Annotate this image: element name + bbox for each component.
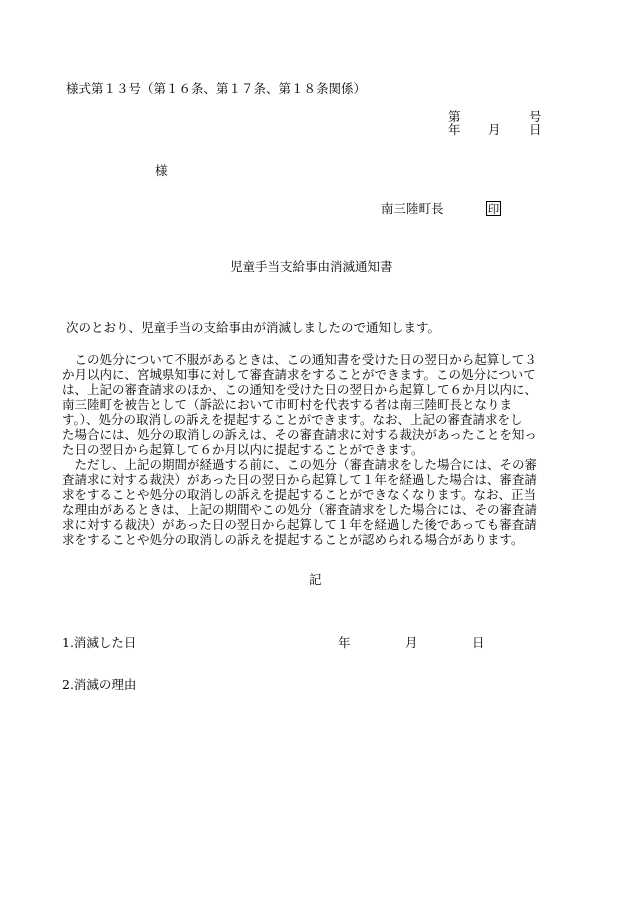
notice-line: す。）、処分の取消しの訴えを提起することができます。なお、上記の審査請求をし xyxy=(62,412,523,427)
issue-date-day: 日 xyxy=(529,122,542,137)
notice-line: た日の翌日から起算して６か月以内に提起することができます。 xyxy=(62,442,424,457)
issue-date-month: 月 xyxy=(488,122,501,137)
notice-line: 求に対する裁決）があった日の翌日から起算して１年を経過した後であっても審査請 xyxy=(62,517,537,532)
notice-line: 査請求に対する裁決）があった日の翌日から起算して１年を経過した場合は、審査請 xyxy=(62,472,537,487)
notice-line: 南三陸町を被告として（訴訟において市町村を代表する者は南三陸町長となりま xyxy=(62,397,513,412)
notice-line: は、上記の審査請求のほか、この通知を受けた日の翌日から起算して６か月以内に、 xyxy=(62,382,538,397)
item1-year: 年 xyxy=(338,635,351,650)
number-go: 号 xyxy=(529,109,542,124)
issuer-title: 南三陸町長 xyxy=(381,201,444,216)
addressee-suffix: 様 xyxy=(155,163,168,178)
seal-mark: 印 xyxy=(487,202,500,216)
document-title: 児童手当支給事由消滅通知書 xyxy=(230,259,393,274)
notice-line: か月以内に、宮城県知事に対して審査請求をすることができます。この処分について xyxy=(62,367,536,382)
notice-line: ただし、上記の期間が経過する前に、この処分（審査請求をした場合には、その審 xyxy=(62,457,538,472)
notice-line: 求をすることや処分の取消しの訴えを提起することができなくなります。なお、正当 xyxy=(62,487,537,502)
form-number: 様式第１３号（第１６条、第１７条、第１８条関係） xyxy=(66,81,367,96)
item1-label: 1.消滅した日 xyxy=(62,635,137,650)
notice-line: た場合には、処分の取消しの訴えは、その審査請求に対する裁決があったことを知っ xyxy=(62,427,537,442)
item1-month: 月 xyxy=(405,635,418,650)
notice-line: 求をすることや処分の取消しの訴えを提起することが認められる場合があります。 xyxy=(62,532,524,547)
notice-line: な理由があるときは、上記の期間やこの処分（審査請求をした場合には、その審査請 xyxy=(62,502,538,517)
lead-sentence: 次のとおり、児童手当の支給事由が消滅しましたので通知します。 xyxy=(66,320,441,335)
ki-heading: 記 xyxy=(309,572,322,587)
issue-date-year: 年 xyxy=(448,122,461,137)
notice-line: この処分について不服があるときは、この通知書を受けた日の翌日から起算して３ xyxy=(62,352,537,367)
item1-day: 日 xyxy=(472,635,485,650)
item2-label: 2.消滅の理由 xyxy=(62,677,137,692)
appeal-notice xyxy=(62,352,578,547)
number-dai: 第 xyxy=(448,109,461,124)
